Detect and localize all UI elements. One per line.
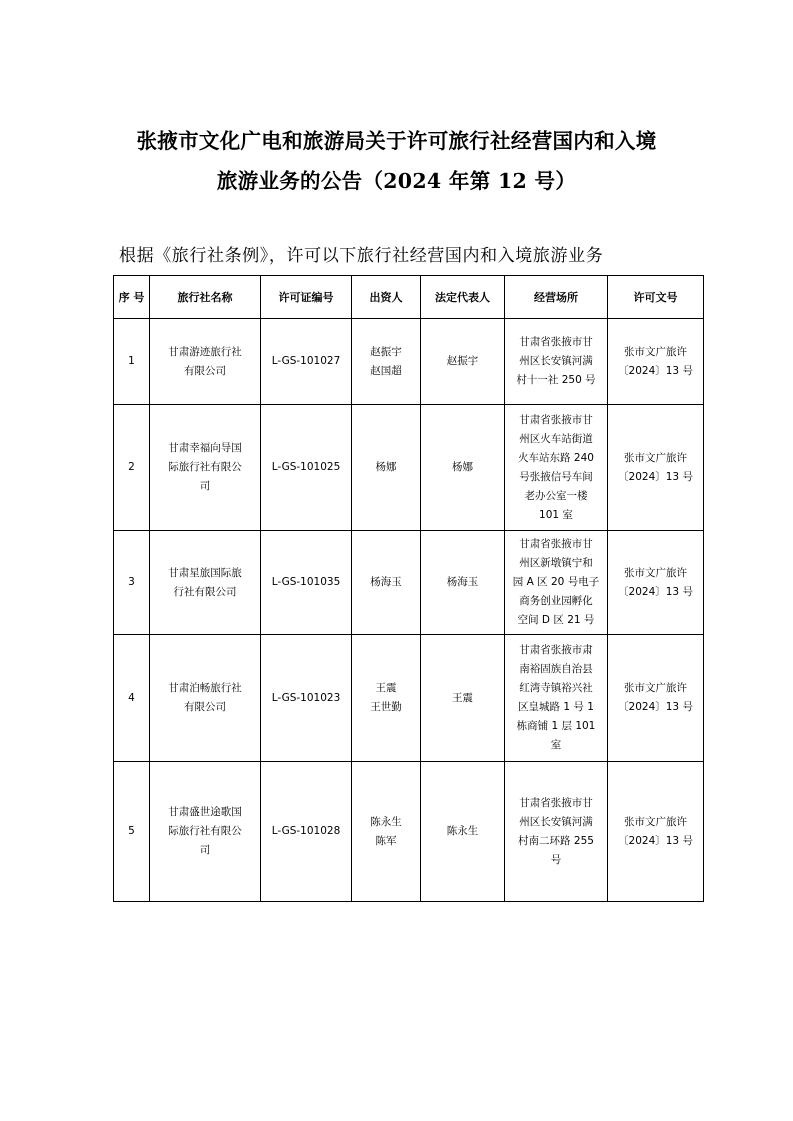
page-title-line-2: 旅游业务的公告（2024 年第 12 号） bbox=[216, 169, 577, 193]
header-investor: 出资人 bbox=[352, 276, 421, 319]
cell-no: 1 bbox=[114, 319, 150, 405]
cell-name: 甘肃盛世途歌国 际旅行社有限公 司 bbox=[150, 762, 261, 902]
cell-investor: 赵振宇 赵国超 bbox=[352, 319, 421, 405]
cell-investor: 杨娜 bbox=[352, 405, 421, 531]
cell-name: 甘肃游迹旅行社 有限公司 bbox=[150, 319, 261, 405]
header-address: 经营场所 bbox=[505, 276, 608, 319]
cell-license: L-GS-101028 bbox=[261, 762, 352, 902]
header-doc-no: 许可文号 bbox=[608, 276, 704, 319]
cell-name: 甘肃幸福向导国 际旅行社有限公 司 bbox=[150, 405, 261, 531]
table-row bbox=[114, 762, 704, 902]
cell-license: L-GS-101027 bbox=[261, 319, 352, 405]
cell-address: 甘肃省张掖市甘 州区长安镇河满 村南二环路 255 号 bbox=[505, 762, 608, 902]
cell-address: 甘肃省张掖市甘 州区火车站街道 火车站东路 240 号张掖信号车间 老办公室一楼 101 室 bbox=[505, 405, 608, 531]
cell-legal-rep: 陈永生 bbox=[421, 762, 505, 902]
cell-license: L-GS-101025 bbox=[261, 405, 352, 531]
header-name: 旅行社名称 bbox=[150, 276, 261, 319]
cell-license: L-GS-101035 bbox=[261, 531, 352, 635]
cell-investor: 杨海玉 bbox=[352, 531, 421, 635]
cell-investor: 陈永生 陈军 bbox=[352, 762, 421, 902]
cell-legal-rep: 杨娜 bbox=[421, 405, 505, 531]
cell-doc-no: 张市文广旅许 〔2024〕13 号 bbox=[608, 405, 704, 531]
table-row bbox=[114, 635, 704, 762]
cell-doc-no: 张市文广旅许 〔2024〕13 号 bbox=[608, 762, 704, 902]
cell-license: L-GS-101023 bbox=[261, 635, 352, 762]
cell-no: 3 bbox=[114, 531, 150, 635]
header-legal-rep: 法定代表人 bbox=[421, 276, 505, 319]
cell-name: 甘肃星旅国际旅 行社有限公司 bbox=[150, 531, 261, 635]
table-row bbox=[114, 531, 704, 635]
cell-doc-no: 张市文广旅许 〔2024〕13 号 bbox=[608, 635, 704, 762]
table-header-row bbox=[114, 276, 704, 319]
page-title-line-1: 张掖市文化广电和旅游局关于许可旅行社经营国内和入境 bbox=[136, 129, 657, 153]
cell-address: 甘肃省张掖市甘 州区长安镇河满 村十一社 250 号 bbox=[505, 319, 608, 405]
cell-no: 4 bbox=[114, 635, 150, 762]
cell-address: 甘肃省张掖市甘 州区新墩镇宁和 园 A 区 20 号电子 商务创业园孵化 空间 D 区 21 号 bbox=[505, 531, 608, 635]
cell-doc-no: 张市文广旅许 〔2024〕13 号 bbox=[608, 319, 704, 405]
cell-address: 甘肃省张掖市肃 南裕固族自治县 红湾寺镇裕兴社 区皇城路 1 号 1 栋商铺 1 层 101 室 bbox=[505, 635, 608, 762]
header-license: 许可证编号 bbox=[261, 276, 352, 319]
cell-doc-no: 张市文广旅许 〔2024〕13 号 bbox=[608, 531, 704, 635]
cell-legal-rep: 杨海玉 bbox=[421, 531, 505, 635]
cell-name: 甘肃泊畅旅行社 有限公司 bbox=[150, 635, 261, 762]
cell-no: 2 bbox=[114, 405, 150, 531]
cell-legal-rep: 赵振宇 bbox=[421, 319, 505, 405]
header-no: 序 号 bbox=[114, 276, 150, 319]
intro-paragraph: 根据《旅行社条例》，许可以下旅行社经营国内和入境旅游业务 bbox=[119, 246, 604, 266]
table-row bbox=[114, 319, 704, 405]
table-row bbox=[114, 405, 704, 531]
license-table bbox=[113, 275, 704, 902]
cell-investor: 王震 王世勤 bbox=[352, 635, 421, 762]
cell-no: 5 bbox=[114, 762, 150, 902]
cell-legal-rep: 王震 bbox=[421, 635, 505, 762]
